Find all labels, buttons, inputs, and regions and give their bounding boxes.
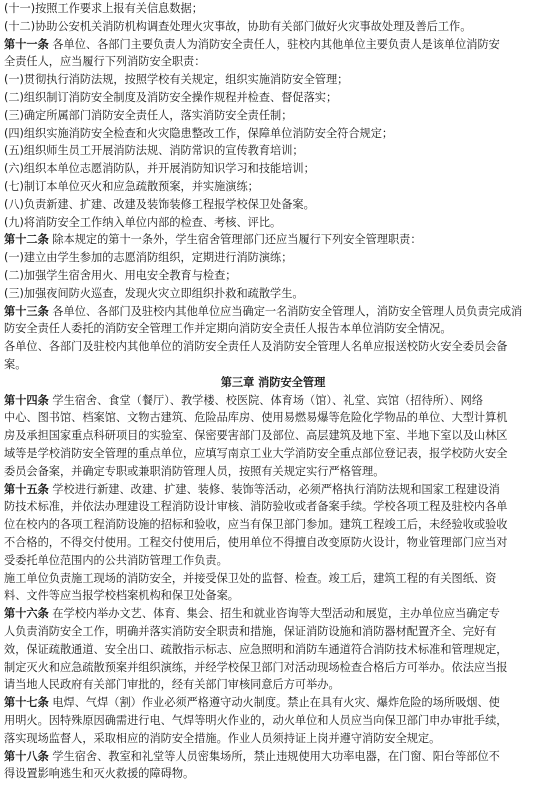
text-line bbox=[4, 428, 507, 444]
text-line bbox=[4, 179, 259, 195]
text-line bbox=[4, 571, 496, 587]
line-text: (一)建立由学生参加的志愿消防组织，定期进行消防演练； bbox=[4, 251, 293, 265]
chapter-heading bbox=[0, 375, 546, 391]
line-text: (四)组织实施消防安全检查和火灾隐患整改工作，保障单位消防安全符合规定； bbox=[4, 126, 394, 140]
line-text: 各单位、各部门主要负责人为消防安全责任人，驻校内其他单位主要负责人是该单位消防安 bbox=[48, 37, 500, 51]
text-line bbox=[4, 321, 452, 337]
line-text: 在学校内举办文艺、体育、集会、招生和就业咨询等大型活动和展览，主办单位应当确定专 bbox=[48, 607, 500, 621]
line-text: 人负责消防安全工作，明确并落实消防安全职责和措施，保证消防设施和消防器材配置齐全、完好有 bbox=[4, 625, 497, 638]
article-number: 第十二条 bbox=[4, 233, 49, 247]
article-number: 第十三条 bbox=[4, 304, 49, 318]
text-line bbox=[4, 339, 507, 355]
line-text: (十二)协助公安机关消防机构调查处理火灾事故，协助有关部门做好火灾事故处理及善后工作。 bbox=[4, 19, 472, 33]
line-text: 域等是学校消防安全管理的重点单位，应填写南京工业大学消防安全重点部位登记表，报学校防火安全 bbox=[4, 447, 508, 460]
text-line bbox=[4, 357, 26, 373]
text-line bbox=[4, 54, 205, 70]
line-text: 防安全责任人委托的消防安全管理工作并定期向消防安全责任人报告本单位消防安全情况。 bbox=[4, 322, 452, 336]
line-text: 电焊、气焊（割）作业必须严格遵守动火制度。禁止在具有火灾、爆炸危险的场所吸烟、使 bbox=[48, 696, 500, 710]
text-line bbox=[4, 713, 507, 729]
article-number: 第十七条 bbox=[4, 696, 49, 710]
text-line bbox=[4, 90, 337, 106]
text-line bbox=[4, 660, 507, 676]
text-line bbox=[4, 393, 483, 409]
text-line bbox=[4, 126, 393, 142]
line-text: 位在校内的各项工程消防设施的招标和验收，应当有保卫部门参加。建筑工程竣工后，未经验收或验收 bbox=[4, 518, 508, 532]
text-line bbox=[4, 482, 500, 498]
line-text: 不合格的，不得交付使用。工程交付使用后，使用单位不得擅自改变原防火设计，物业管理部门应当对 bbox=[4, 536, 508, 549]
line-text: 效，保证疏散通道、安全出口、疏散指示标志、应急照明和消防车通道符合消防技术标准和管理规定， bbox=[4, 642, 508, 656]
line-text: 房及承担国家重点科研项目的实验室、保密要害部门及部位、高层建筑及地下室、半地下室以及山林区 bbox=[4, 429, 508, 443]
line-text: (九)将消防安全工作纳入单位内部的检查、考核、评比。 bbox=[4, 215, 282, 229]
line-text: 制定灭火和应急疏散预案并组织演练，并经学校保卫部门对活动现场检查合格后方可举办。依法应当报 bbox=[4, 660, 508, 674]
text-line bbox=[4, 624, 496, 640]
line-text: (三)确定所属部门消防安全责任人，落实消防安全责任制； bbox=[4, 108, 293, 122]
text-line bbox=[4, 108, 292, 124]
text-line bbox=[4, 232, 422, 248]
line-text: 第三章 消防安全管理 bbox=[220, 375, 326, 389]
line-text: 料、文件等应当报学校档案机构和保卫处备案。 bbox=[4, 589, 239, 603]
line-text: 学生宿舍、食堂（餐厅）、教学楼、校医院、体育场（馆）、礼堂、宾馆（招待所）、网络 bbox=[48, 393, 484, 407]
line-text: (二)组织制订消防安全制度及消防安全操作规程并检查、督促落实； bbox=[4, 91, 338, 104]
article-number: 第十八条 bbox=[4, 749, 49, 763]
text-line bbox=[4, 268, 236, 284]
text-line bbox=[4, 766, 194, 782]
text-line bbox=[4, 197, 315, 213]
text-line bbox=[4, 553, 228, 569]
line-text: (二)加强学生宿舍用火、用电安全教育与检查； bbox=[4, 269, 237, 282]
line-text: 各单位、各部门及驻校内其他单位应当确定一名消防安全管理人，消防安全管理人员负责完成消 bbox=[48, 304, 523, 318]
text-line bbox=[4, 517, 507, 533]
text-line bbox=[4, 606, 500, 622]
article-number: 第十四条 bbox=[4, 393, 49, 407]
line-text: 除本规定的第十一条外，学生宿舍管理部门还应当履行下列安全管理职责： bbox=[48, 233, 422, 247]
article-number: 第十一条 bbox=[4, 37, 49, 51]
text-line bbox=[4, 1, 203, 17]
line-text: (六)组织本单位志愿消防队，并开展消防知识学习和技能培训； bbox=[4, 162, 315, 176]
text-line bbox=[4, 304, 522, 320]
text-line bbox=[4, 677, 340, 693]
line-text: 学生宿舍、教室和礼堂等人员密集场所，禁止违规使用大功率电器，在门窗、阳台等部位不 bbox=[48, 749, 500, 763]
text-line bbox=[4, 250, 292, 266]
text-line bbox=[4, 286, 304, 302]
text-line bbox=[4, 642, 507, 658]
text-line bbox=[4, 695, 500, 711]
text-line bbox=[4, 499, 507, 515]
line-text: 学校进行新建、改建、扩建、装修、装饰等活动，必须严格执行消防法规和国家工程建设消 bbox=[48, 482, 500, 496]
text-line bbox=[4, 535, 507, 551]
text-line bbox=[4, 37, 500, 53]
text-line bbox=[4, 215, 281, 231]
line-text: (三)加强夜间防火巡查，发现火灾立即组织扑救和疏散学生。 bbox=[4, 286, 304, 300]
text-line bbox=[4, 19, 471, 35]
text-line bbox=[4, 72, 348, 88]
text-line bbox=[4, 731, 440, 747]
text-line bbox=[4, 161, 315, 177]
line-text: 案。 bbox=[4, 358, 27, 371]
line-text: 受委托单位范围内的公共消防管理工作负责。 bbox=[4, 553, 228, 567]
line-text: 得设置影响逃生和灭火救援的障碍物。 bbox=[4, 767, 195, 781]
line-text: (七)制订本单位灭火和应急疏散预案，并实施演练； bbox=[4, 180, 259, 193]
line-text: (五)组织师生员工开展消防法规、消防常识的宣传教育培训； bbox=[4, 144, 304, 158]
line-text: 请当地人民政府有关部门审批的，经有关部门审核同意后方可举办。 bbox=[4, 678, 340, 692]
text-line bbox=[4, 410, 507, 426]
line-text: 防技术标准，并依法办理建设工程消防设计审核、消防验收或者备案手续。学校各项工程及驻校内各单 bbox=[4, 500, 508, 514]
article-number: 第十五条 bbox=[4, 482, 49, 496]
text-line bbox=[4, 446, 507, 462]
line-text: 施工单位负责施工现场的消防安全，并接受保卫处的监督、检查。竣工后，建筑工程的有关图纸、资 bbox=[4, 571, 497, 585]
text-line bbox=[4, 588, 239, 604]
text-line bbox=[4, 143, 304, 159]
line-text: 中心、图书馆、档案馆、文物古建筑、危险品库房、使用易燃易爆等危险化学物品的单位、大型计算机 bbox=[4, 411, 508, 425]
line-text: (八)负责新建、扩建、改建及装饰装修工程报学校保卫处备案。 bbox=[4, 197, 315, 211]
text-line bbox=[4, 749, 500, 765]
line-text: (十一)按照工作要求上报有关信息数据； bbox=[4, 2, 203, 15]
line-text: 全责任人，应当履行下列消防安全职责： bbox=[4, 55, 206, 69]
line-text: (一)贯彻执行消防法规，按照学校有关规定，组织实施消防安全管理； bbox=[4, 73, 349, 87]
line-text: 用明火。因特殊原因确需进行电、气焊等明火作业的，动火单位和人员应当向保卫部门申办审批手续， bbox=[4, 714, 508, 727]
article-number: 第十六条 bbox=[4, 607, 49, 621]
text-line bbox=[4, 464, 384, 480]
line-text: 落实现场监督人，采取相应的消防安全措施。作业人员须持证上岗并遵守消防安全规定。 bbox=[4, 731, 441, 745]
line-text: 委员会备案，并确定专职或兼职消防管理人员，按照有关规定实行严格管理。 bbox=[4, 464, 385, 478]
line-text: 各单位、各部门及驻校内其他单位的消防安全责任人及消防安全管理人名单应报送校防火安全委员会备 bbox=[4, 340, 508, 354]
